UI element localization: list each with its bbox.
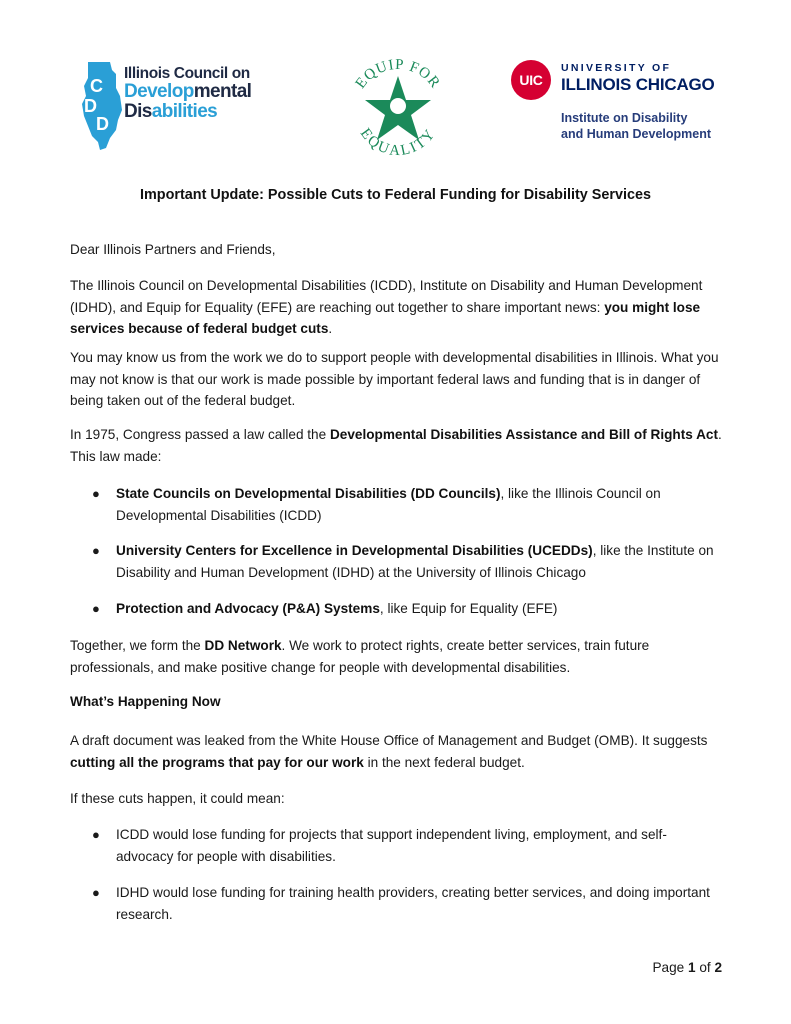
list-item-text: , like Equip for Equality (EFE) bbox=[379, 601, 558, 616]
uic-institute bbox=[561, 110, 711, 142]
section-heading: What’s Happening Now bbox=[70, 694, 221, 709]
list-item-bold: University Centers for Excellence in Developmental Disabilities (UCEDDs) bbox=[116, 543, 593, 558]
together-post: . We work to protect rights, create better services, train future professionals, and make positive change for people with developmental disabilities. bbox=[70, 638, 650, 675]
intro-end: . bbox=[328, 321, 333, 336]
icdd-name-line2a: Develop bbox=[124, 81, 194, 103]
equip-for-equality-star-icon bbox=[343, 54, 453, 162]
together-paragraph bbox=[70, 635, 730, 678]
greeting: Dear Illinois Partners and Friends, bbox=[70, 242, 276, 257]
list-item bbox=[92, 598, 722, 620]
equip-for-equality-logo bbox=[343, 54, 453, 162]
svg-text:EQUALITY bbox=[357, 126, 440, 160]
law-paragraph bbox=[70, 424, 730, 467]
if-cuts-paragraph: If these cuts happen, it could mean: bbox=[70, 791, 285, 806]
bullet-icon: ● bbox=[92, 601, 100, 616]
current-page: 1 bbox=[687, 960, 696, 975]
svg-text:D: D bbox=[84, 96, 97, 116]
law-post: . This law made: bbox=[70, 427, 722, 464]
list-item-text: , like the Illinois Council on Developmental Disabilities (ICDD) bbox=[116, 486, 661, 523]
page-title: Important Update: Possible Cuts to Federal Funding for Disability Services bbox=[140, 187, 651, 203]
bullet-icon: ● bbox=[92, 827, 100, 842]
efe-text-bottom: EQUALITY bbox=[356, 125, 440, 160]
uic-logo bbox=[511, 60, 731, 144]
intro-paragraph bbox=[70, 275, 730, 340]
icdd-name-line2b: mental bbox=[193, 81, 252, 103]
uic-badge: UIC bbox=[511, 60, 551, 100]
list-item-text: IDHD would lose funding for training health providers, creating better services, and doing important research. bbox=[116, 885, 710, 922]
icdd-name-line3 bbox=[124, 102, 251, 122]
list-item bbox=[92, 540, 722, 583]
svg-text:D: D bbox=[96, 114, 109, 134]
icdd-name-line3a: Dis bbox=[124, 101, 152, 123]
bullet-icon: ● bbox=[92, 885, 100, 900]
together-pre: Together, we form the bbox=[70, 638, 205, 653]
page-number bbox=[652, 960, 722, 975]
intro-bold: you might lose services because of federal budget cuts bbox=[70, 299, 701, 336]
draft-bold: cutting all the programs that pay for our work bbox=[70, 754, 364, 770]
efe-text-top: EQUIP FOR bbox=[352, 56, 444, 92]
law-pre: In 1975, Congress passed a law called the bbox=[70, 427, 330, 442]
list-item bbox=[92, 483, 722, 526]
of-word: of bbox=[699, 960, 711, 975]
icdd-logo bbox=[80, 60, 250, 152]
know-us-paragraph: You may know us from the work we do to support people with developmental disabilities in Illinois. What you may not know is that our work is made possible by important federal laws and funding that is in danger of being taken out of the federal budget. bbox=[70, 350, 719, 408]
illinois-map-icon bbox=[80, 60, 128, 152]
uic-institute-line1: Institute on Disability bbox=[561, 111, 688, 125]
draft-paragraph bbox=[70, 730, 730, 773]
total-pages: 2 bbox=[714, 960, 722, 975]
intro-text: The Illinois Council on Developmental Disabilities (ICDD), Institute on Disability and Human Development (IDHD), and Equip for Equality (EFE) are reaching out together to share important news: bbox=[70, 278, 703, 315]
icdd-name-line3b: abilities bbox=[151, 101, 218, 123]
draft-post: in the next federal budget. bbox=[363, 754, 525, 770]
svg-text:C: C bbox=[90, 76, 103, 96]
list-item bbox=[92, 882, 722, 925]
law-name: Developmental Disabilities Assistance and Bill of Rights Act bbox=[329, 427, 718, 442]
bullet-icon: ● bbox=[92, 543, 100, 558]
uic-institute-line2: and Human Development bbox=[561, 127, 712, 141]
list-item-text: , like the Institute on Disability and Human Development (IDHD) at the University of Illinois Chicago bbox=[116, 543, 714, 580]
bullet-icon: ● bbox=[92, 486, 100, 501]
list-item-text: ICDD would lose funding for projects that support independent living, employment, and self-advocacy for people with disabilities. bbox=[116, 827, 667, 864]
page-word: Page bbox=[652, 960, 685, 975]
list-item-bold: Protection and Advocacy (P&A) Systems bbox=[116, 601, 380, 616]
icdd-name-line1: Illinois Council on bbox=[124, 65, 250, 82]
draft-pre: A draft document was leaked from the White House Office of Management and Budget (OMB). It suggests bbox=[70, 733, 708, 748]
uic-name: ILLINOIS CHICAGO bbox=[561, 75, 715, 94]
list-item bbox=[92, 824, 722, 867]
icdd-name-line2 bbox=[124, 82, 251, 102]
list-item-bold: State Councils on Developmental Disabilities (DD Councils) bbox=[116, 486, 501, 501]
uic-university-of: UNIVERSITY OF bbox=[561, 62, 672, 74]
together-bold: DD Network bbox=[204, 638, 282, 653]
